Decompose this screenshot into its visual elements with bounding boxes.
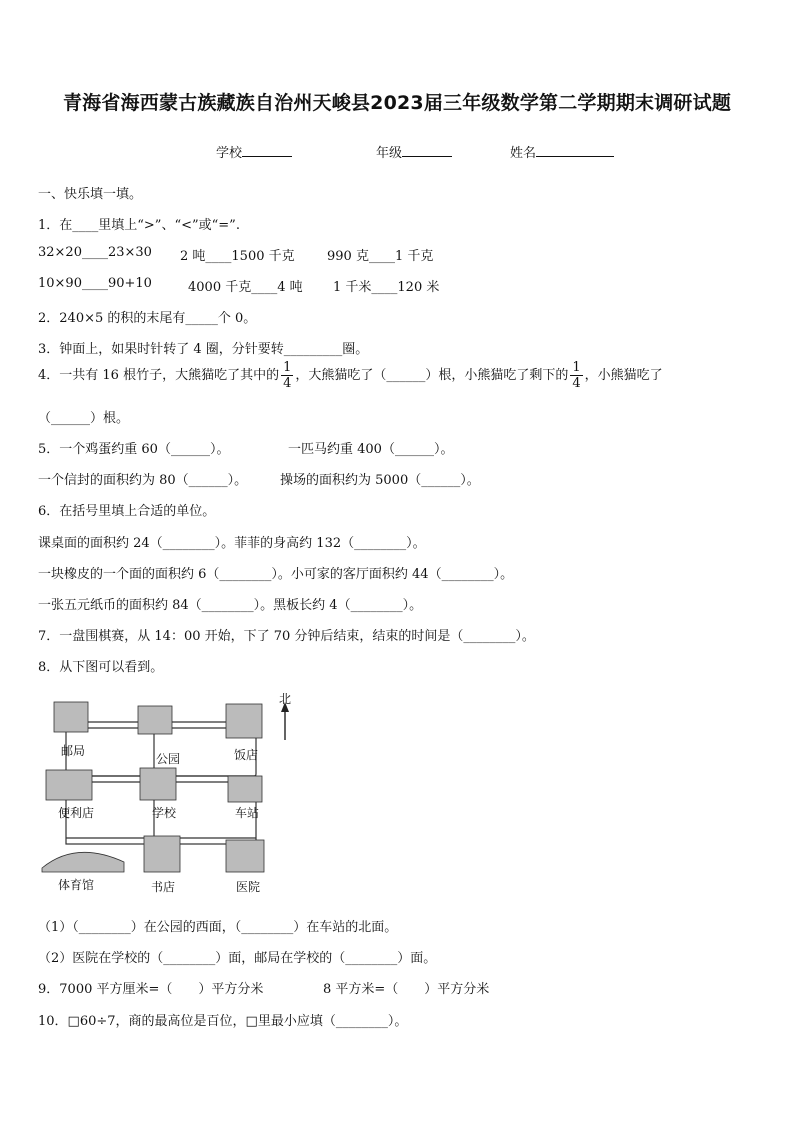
map-label: 书店 (151, 880, 176, 894)
page-title: 青海省海西蒙古族藏族自治州天峻县2023届三年级数学第二学期期末调研试题 (62, 92, 732, 114)
station-icon (228, 776, 262, 802)
q1-item: 2 吨____1500 千克 (180, 249, 295, 264)
q6-line: 一张五元纸币的面积约 84（________）。黑板长约 4（________）。 (38, 598, 423, 613)
map-label: 医院 (236, 880, 261, 894)
school-icon (140, 768, 176, 800)
q1-item: 10×90____90+10 (38, 276, 152, 291)
question-1: 1．在____里填上“>”、“<”或“=”. (38, 218, 240, 233)
q4-text: 4．一共有 16 根竹子，大熊猫吃了其中的 (38, 368, 280, 383)
restaurant-icon (226, 704, 262, 738)
name-blank[interactable] (536, 142, 614, 157)
map-label: 车站 (235, 806, 260, 820)
map-label: 体育馆 (58, 878, 95, 892)
town-map (36, 690, 306, 900)
q6-line: 课桌面的面积约 24（________）。菲菲的身高约 132（________）。 (38, 536, 426, 551)
q1-item: 32×20____23×30 (38, 245, 152, 260)
q4-text: ，大熊猫吃了（______）根，小熊猫吃了剩下的 (295, 368, 569, 383)
grade-blank[interactable] (402, 142, 452, 157)
school-field (216, 142, 292, 161)
post-office-icon (54, 702, 88, 732)
q8-sub2: （2）医院在学校的（________）面，邮局在学校的（________）面。 (38, 951, 437, 966)
question-9: 9．7000 平方厘米=（ ）平方分米 (38, 982, 264, 997)
name-field (510, 142, 614, 161)
name-label: 姓名 (510, 146, 537, 161)
question-10: 10．□60÷7，商的最高位是百位，□里最小应填（________）。 (38, 1014, 408, 1029)
question-8: 8．从下图可以看到。 (38, 660, 164, 675)
gym-icon (42, 852, 124, 872)
question-5: 5．一个鸡蛋约重 60（______）。 (38, 442, 230, 457)
question-3: 3．钟面上，如果时针转了 4 圈，分针要转_________圈。 (38, 342, 369, 357)
q1-item: 1 千米____120 米 (333, 280, 440, 295)
hospital-icon (226, 840, 264, 872)
map-label: 便利店 (58, 806, 95, 820)
section-heading: 一、快乐填一填。 (38, 187, 143, 202)
grade-field (376, 142, 452, 161)
question-4 (38, 360, 663, 391)
q4-line2: （______）根。 (38, 411, 130, 426)
fraction-one-quarter: $\frac{1}{4}$ (283, 360, 292, 391)
map-label: 饭店 (234, 748, 259, 762)
q5-item: 操场的面积约为 5000（______）。 (280, 473, 480, 488)
question-2: 2．240×5 的积的末尾有_____个 0。 (38, 311, 257, 326)
north-arrow-icon (281, 702, 289, 740)
q4-text: ，小熊猫吃了 (584, 368, 663, 383)
q6-line: 一块橡皮的一个面的面积约 6（________）。小可家的客厅面积约 44（________）。 (38, 567, 514, 582)
map-label: 公园 (156, 752, 181, 766)
q5-item: 一匹马约重 400（______）。 (288, 442, 454, 457)
q5-item: 一个信封的面积约为 80（______）。 (38, 473, 248, 488)
q9-item: 8 平方米=（ ）平方分米 (323, 982, 490, 997)
map-label: 邮局 (61, 744, 86, 758)
store-icon (46, 770, 92, 800)
map-label: 学校 (152, 806, 177, 820)
north-label: 北 (278, 692, 292, 706)
question-7: 7．一盘围棋赛，从 14：00 开始，下了 70 分钟后结束，结束的时间是（________）。 (38, 629, 535, 644)
q1-item: 4000 千克____4 吨 (188, 280, 303, 295)
school-label: 学校 (216, 146, 243, 161)
grade-label: 年级 (376, 146, 403, 161)
question-6: 6．在括号里填上合适的单位。 (38, 504, 216, 519)
q1-item: 990 克____1 千克 (327, 249, 434, 264)
fraction-one-quarter: $\frac{1}{4}$ (572, 360, 581, 391)
park-icon (138, 706, 172, 734)
bookstore-icon (144, 836, 180, 872)
q8-sub1: （1）（________）在公园的西面，（________）在车站的北面。 (38, 920, 398, 935)
school-blank[interactable] (242, 142, 292, 157)
